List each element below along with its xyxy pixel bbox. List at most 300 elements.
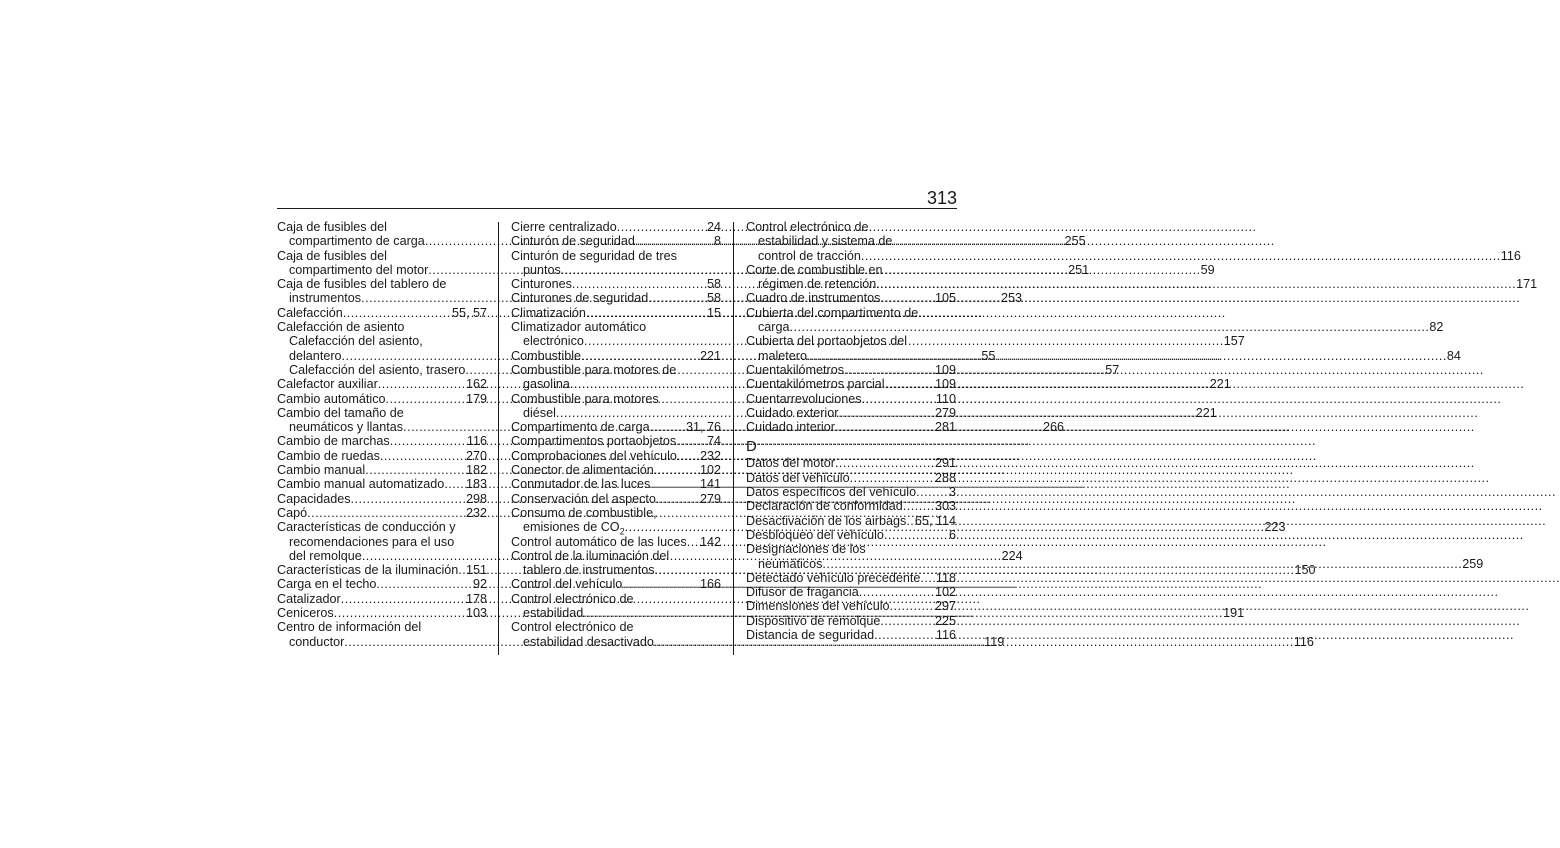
index-entry-term: Consumo de combustible, — [511, 505, 657, 520]
index-entry-term: Control electrónico de — [511, 591, 634, 606]
index-entry-line — [746, 420, 956, 434]
index-entry-term-cont: recomendaciones para el uso — [289, 534, 455, 549]
index-entry-line — [746, 599, 956, 613]
index-entry-term-text: Cambio automático — [277, 391, 386, 406]
index-entry-term — [746, 499, 903, 513]
index-entry-page: 232 — [699, 448, 721, 463]
index-entry-page: 288 — [934, 470, 956, 485]
index-entry-page: 162 — [465, 377, 487, 392]
index-entry-term: Combustible para motores de — [511, 362, 677, 377]
index-entry-term-cont — [523, 377, 570, 391]
index-entry-page: 179 — [465, 391, 487, 406]
index-entry — [746, 363, 956, 377]
index-entry — [746, 406, 956, 420]
index-entry-term — [746, 571, 920, 585]
index-entry-line — [746, 614, 956, 628]
index-entry-term: Cinturón de seguridad de tres — [511, 248, 677, 263]
index-entry-line — [277, 377, 487, 391]
index-entry-page: 141 — [699, 477, 721, 492]
dot-leader — [376, 577, 473, 591]
index-entry-page: 31, 76 — [685, 420, 721, 435]
index-entry-term-text: Datos del motor — [746, 456, 835, 471]
index-entry — [746, 499, 956, 513]
index-entry-page: 65, 114 — [914, 513, 956, 528]
index-entry-term-text: Declaración de conformidad — [746, 499, 903, 514]
page-number: 313 — [926, 188, 957, 208]
index-entry-term — [277, 463, 365, 477]
index-entry-page: 103 — [465, 606, 487, 621]
index-entry-line — [511, 463, 721, 477]
index-entry-line — [511, 492, 721, 506]
index-entry-page: 259 — [1462, 556, 1484, 571]
index-entry-term-text: Conmutador de las luces — [511, 477, 651, 492]
dot-leader — [390, 434, 467, 448]
dot-leader — [920, 571, 936, 585]
index-entry-page: 8 — [713, 234, 721, 249]
index-entry-term — [277, 563, 458, 577]
index-entry-page: 59 — [1200, 262, 1215, 277]
index-entry-term-text: Calefactor auxiliar — [277, 377, 378, 392]
dot-leader — [790, 320, 1430, 334]
index-entry-term-text: Calefacción del asiento, trasero — [289, 362, 466, 377]
index-entry-page: 109 — [934, 377, 956, 392]
index-entry-line — [277, 463, 487, 477]
index-entry-term-text: maletero — [758, 348, 807, 363]
index-entry-term-cont — [523, 334, 584, 348]
index-entry-line — [511, 577, 721, 591]
index-entry — [511, 577, 721, 591]
index-entry — [511, 477, 721, 491]
index-entry-term — [746, 514, 906, 528]
index-entry — [511, 349, 721, 363]
index-entry-term-text: compartimento de carga — [289, 234, 425, 249]
index-entry-page: 119 — [984, 634, 1005, 649]
index-entry-line — [746, 377, 956, 391]
dot-leader — [654, 463, 700, 477]
index-entry-line — [746, 392, 956, 406]
index-entry-page: 191 — [1223, 606, 1245, 621]
index-entry — [746, 485, 956, 499]
index-entry-page: 102 — [699, 463, 721, 478]
index-entry-page: 58 — [706, 277, 721, 292]
index-entry-page: 279 — [934, 405, 956, 420]
index-entry-term-text: Cierre centralizado — [511, 220, 617, 234]
index-entry-term-text: Control del vehículo — [511, 577, 623, 592]
dot-leader — [677, 449, 700, 463]
index-entry-term-text: Conector de alimentación — [511, 463, 654, 478]
index-entry-term: Designaciones de los — [746, 542, 866, 557]
index-entry-term-cont — [758, 249, 861, 263]
index-entry-term-text: Climatización — [511, 305, 586, 320]
index-entry-page: 298 — [465, 491, 487, 506]
subscript: 2 — [619, 526, 625, 537]
index-section-letter: D — [746, 438, 757, 456]
dot-leader — [807, 349, 1447, 363]
dot-leader — [838, 406, 935, 420]
dot-leader — [903, 499, 935, 513]
index-entry-term: Cambio del tamaño de — [277, 405, 404, 420]
index-entry-term-text: Cambio manual — [277, 463, 366, 478]
index-entry-page: 251 — [1068, 262, 1090, 277]
index-entry-term-text: delantero — [289, 348, 342, 363]
dot-leader — [859, 585, 935, 599]
index-entry-term-cont — [289, 635, 344, 649]
index-entry-term: Combustible para motores — [511, 391, 659, 406]
index-entry-term-text: del remolque — [289, 548, 362, 563]
index-entry-term-text: electrónico — [523, 334, 584, 349]
index-entry — [746, 599, 956, 613]
dot-leader — [916, 485, 949, 499]
index-entry-term: Centro de información del — [277, 620, 422, 635]
index-entry-term — [277, 377, 378, 391]
index-entry-page: 84 — [1446, 348, 1461, 363]
index-entry-line — [511, 535, 721, 549]
dot-leader — [622, 577, 700, 591]
index-entry-page: 221 — [1209, 377, 1231, 392]
index-entry-page: 142 — [699, 534, 721, 549]
index-entry — [277, 563, 487, 577]
index-entry-term-text: neumáticos y llantas — [289, 420, 404, 435]
index-entry-term-text: neumáticos — [758, 556, 823, 571]
index-entry-term — [746, 485, 916, 499]
index-entry-line — [746, 406, 956, 420]
index-entry-term-text: carga — [758, 320, 790, 335]
index-entry — [511, 492, 721, 506]
index-entry-term — [277, 492, 351, 506]
index-entry — [746, 456, 956, 470]
dot-leader — [334, 606, 466, 620]
index-entry-page: 157 — [1223, 334, 1245, 349]
index-entry-line — [746, 628, 956, 642]
index-entry-line — [511, 420, 721, 434]
index-entry-term-cont — [289, 549, 362, 563]
index-entry-page: 116 — [935, 628, 956, 643]
index-entry — [511, 420, 721, 434]
index-entry-term — [746, 471, 850, 485]
dot-leader — [617, 220, 707, 234]
index-entry — [746, 514, 956, 528]
index-entry — [746, 392, 956, 406]
index-entry — [277, 377, 487, 391]
index-entry-term-text: Desbloqueo del vehículo — [746, 527, 884, 542]
index-entry-line — [277, 506, 487, 520]
index-entry-line — [511, 220, 721, 234]
index-entry-page: 116 — [1500, 248, 1521, 263]
index-entry-page: 291 — [934, 456, 956, 471]
index-entry-term: Caja de fusibles del — [277, 220, 387, 234]
index-entry-term — [746, 585, 859, 599]
index-entry-line — [277, 577, 487, 591]
dot-leader — [835, 420, 935, 434]
index-entry-term — [511, 535, 687, 549]
index-entry — [277, 449, 487, 463]
index-entry-term-text: diésel — [523, 405, 556, 420]
index-entry-term — [746, 456, 835, 470]
index-entry-term-text: Cuidado interior — [746, 420, 835, 435]
index-entry-term — [511, 449, 677, 463]
dot-leader — [572, 277, 707, 291]
index-entry-page: 224 — [1001, 548, 1023, 563]
index-entry-term-text: Difusor de fragancia — [746, 585, 859, 600]
index-entry — [511, 234, 721, 248]
index-entry-term — [277, 606, 334, 620]
dot-leader — [458, 563, 466, 577]
index-entry-page: 225 — [934, 613, 956, 628]
index-entry-page: 102 — [934, 585, 956, 600]
index-entry-page: 6 — [948, 527, 956, 542]
index-entry-line — [746, 320, 1444, 335]
index-entry-term: Caja de fusibles del — [277, 248, 387, 263]
index-entry-term-text: Control automático de las luces — [511, 534, 687, 549]
index-entry-line — [511, 349, 721, 363]
index-entry — [511, 306, 721, 320]
index-entry-term-text: Dimensiones del vehículo — [746, 599, 890, 614]
index-entry-line — [277, 306, 487, 320]
index-entry-term — [511, 349, 581, 363]
index-entry-term: Cubierta del portaobjetos del — [746, 334, 908, 349]
dot-leader — [650, 420, 686, 434]
index-entry-term-text: Cinturón de seguridad — [511, 234, 635, 249]
index-entry-term-text: Datos del vehículo — [746, 470, 850, 485]
dot-leader — [380, 449, 466, 463]
index-entry-term-text: Dispositivo de remolque — [746, 613, 881, 628]
index-entry-term: Calefacción de asiento — [277, 320, 405, 335]
dot-leader — [581, 349, 700, 363]
dot-leader — [444, 477, 466, 491]
index-entry-term-cont — [523, 520, 625, 537]
index-entry-term — [746, 420, 835, 434]
index-entry-line — [511, 449, 721, 463]
index-entry-line — [746, 585, 956, 599]
dot-leader — [850, 471, 935, 485]
index-entry-line — [746, 514, 956, 528]
index-entry-term: Cubierta del compartimento de — [746, 305, 919, 320]
index-entry-term — [277, 434, 390, 448]
index-entry-term — [746, 528, 884, 542]
index-entry — [277, 577, 487, 591]
index-entry — [277, 606, 487, 620]
index-entry-term — [511, 220, 617, 234]
dot-leader — [650, 477, 700, 491]
index-entry — [746, 628, 956, 642]
index-entry-term-text: gasolina — [523, 377, 570, 392]
index-entry-term — [511, 492, 656, 506]
index-entry-page: 82 — [1429, 320, 1444, 335]
index-entry-term — [746, 363, 844, 377]
index-entry-term-text: instrumentos — [289, 291, 362, 306]
index-entry-term-cont — [758, 349, 807, 363]
index-entry-page: 116 — [466, 434, 487, 449]
index-entry-term-text: Cambio de ruedas — [277, 448, 380, 463]
index-entry-term: Control de la iluminación del — [511, 548, 670, 563]
index-entry-term: Caja de fusibles del tablero de — [277, 277, 447, 292]
index-entry — [746, 528, 956, 542]
index-entry-page: 270 — [465, 448, 487, 463]
index-entry — [511, 291, 721, 305]
index-entry-term-text: Compartimento de carga — [511, 420, 650, 435]
index-entry — [746, 420, 956, 434]
index-entry-term-text: régimen de retención — [758, 277, 877, 292]
dot-leader — [835, 456, 935, 470]
index-entry-term-cont — [289, 263, 428, 277]
index-entry-term — [511, 234, 635, 248]
index-entry-term-text: emisiones de CO — [523, 520, 620, 535]
index-entry-term-cont — [289, 291, 361, 305]
index-entry — [746, 614, 956, 628]
index-entry-line — [746, 571, 956, 585]
index-entry-page: 253 — [1000, 291, 1022, 306]
index-entry-page: 182 — [465, 463, 487, 478]
column-divider — [498, 222, 499, 655]
index-entry-page: 183 — [465, 477, 487, 492]
index-entry-term-text: Combustible — [511, 348, 581, 363]
index-entry-term — [277, 592, 341, 606]
index-entry-term-text: Catalizador — [277, 591, 341, 606]
index-entry-line — [277, 592, 487, 606]
index-entry-term — [746, 628, 874, 642]
index-entry-line — [746, 248, 1521, 263]
index-entry — [746, 377, 956, 391]
index-entry-term — [511, 291, 648, 305]
index-entry-term — [746, 291, 880, 305]
index-entry-term-cont — [758, 277, 876, 291]
index-entry-term — [277, 477, 444, 491]
index-entry-term-cont — [523, 563, 655, 577]
dot-leader — [307, 506, 466, 520]
index-entry-page: 55 — [981, 348, 996, 363]
index-entry-term-text: Cuadro de instrumentos — [746, 291, 881, 306]
index-entry-term — [746, 599, 890, 613]
index-entry-term — [511, 477, 650, 491]
dot-leader — [676, 434, 707, 448]
index-entry-line — [277, 392, 487, 406]
dot-leader — [906, 514, 915, 528]
dot-leader — [386, 392, 466, 406]
index-entry-term — [746, 377, 885, 391]
index-entry-page: 281 — [934, 420, 956, 435]
index-entry-term-cont — [758, 557, 822, 571]
index-entry-term: Control electrónico de — [746, 220, 869, 234]
index-entry-page: 297 — [934, 599, 956, 614]
index-entry — [511, 463, 721, 477]
index-entry-line — [746, 499, 956, 513]
index-entry-term: Climatizador automático — [511, 320, 647, 335]
index-entry-term — [511, 463, 654, 477]
index-entry-line — [746, 528, 956, 542]
index-entry-term-cont — [289, 349, 342, 363]
index-entry-term-text: estabilidad — [523, 606, 584, 621]
index-entry-term-cont — [523, 606, 583, 620]
index-entry-line — [511, 291, 721, 305]
index-entry-line — [277, 563, 487, 577]
index-entry — [277, 434, 487, 448]
index-entry-term-text: Comprobaciones del vehículo — [511, 448, 677, 463]
index-entry — [746, 585, 956, 599]
dot-leader — [880, 291, 935, 305]
dot-leader — [861, 249, 1501, 263]
index-entry-line — [746, 277, 1538, 292]
index-entry-page: 57 — [1105, 362, 1120, 377]
index-entry — [511, 220, 721, 234]
index-entry-term — [277, 392, 386, 406]
index-entry-term-text: Detectado vehículo precedente — [746, 570, 921, 585]
index-entry — [511, 535, 721, 549]
index-entry — [511, 449, 721, 463]
index-entry — [746, 571, 956, 585]
index-entry-term-text: Cuidado exterior — [746, 405, 839, 420]
index-entry-term-text: Desactivación de los airbags — [746, 513, 907, 528]
index-entry-line — [277, 492, 487, 506]
index-entry-term-text: Cinturones — [511, 277, 572, 292]
index-entry — [746, 305, 1444, 335]
index-entry — [511, 434, 721, 448]
index-entry-term-text: Datos específicos del vehículo — [746, 485, 917, 500]
index-entry-term — [277, 506, 307, 520]
index-entry-term — [277, 449, 380, 463]
index-entry-term-text: control de tracción — [758, 248, 861, 263]
index-entry-term — [277, 306, 343, 320]
index-entry-page: 105 — [934, 291, 956, 306]
index-entry-page: 266 — [1042, 420, 1064, 435]
index-entry-page: 303 — [934, 499, 956, 514]
index-entry — [277, 506, 487, 520]
index-entry-term-text: Calefacción — [277, 305, 343, 320]
index-entry-term-text: Cambio de marchas — [277, 434, 390, 449]
dot-leader — [880, 614, 935, 628]
index-entry-page: 150 — [1294, 563, 1316, 578]
dot-leader — [862, 392, 936, 406]
dot-leader — [876, 277, 1516, 291]
index-entry-term-text: puntos — [523, 262, 561, 277]
index-entry-term-text: compartimento del motor — [289, 262, 429, 277]
index-entry-line — [746, 291, 956, 305]
index-entry-term — [511, 306, 586, 320]
index-entry-term — [277, 577, 376, 591]
index-entry-term: Calefacción del asiento, — [289, 334, 423, 349]
index-entry-term — [289, 363, 465, 377]
index-entry — [277, 463, 487, 477]
index-entry-page: 15 — [706, 305, 721, 320]
index-entry-term-text: Cuentakilómetros parcial — [746, 377, 885, 392]
dot-leader — [844, 363, 935, 377]
index-entry-term-text: Capó — [277, 505, 308, 520]
index-entry-page: 221 — [1195, 405, 1217, 420]
index-entry-page: 58 — [706, 291, 721, 306]
index-entry-term — [511, 434, 676, 448]
index-entry-term-text: tablero de instrumentos — [523, 563, 655, 578]
dot-leader — [586, 306, 707, 320]
index-entry — [277, 306, 487, 320]
index-entry — [277, 492, 487, 506]
dot-leader — [365, 463, 466, 477]
index-entry-page: 178 — [465, 591, 487, 606]
index-entry — [277, 392, 487, 406]
dot-leader — [687, 535, 700, 549]
index-entry — [277, 320, 487, 334]
index-entry-term: Características de conducción y — [277, 520, 456, 535]
index-entry-line — [511, 434, 721, 448]
dot-leader — [635, 234, 714, 248]
index-entry-page: 109 — [934, 362, 956, 377]
index-entry-term-cont — [289, 420, 403, 434]
index-entry — [277, 592, 487, 606]
index-entry-term-text: Carga en el techo — [277, 577, 377, 592]
index-entry — [277, 477, 487, 491]
index-entry-term-text: Cuentakilómetros — [746, 362, 844, 377]
index-entry-line — [277, 606, 487, 620]
index-entry-page: 223 — [1264, 520, 1286, 535]
index-entry-term — [511, 420, 650, 434]
